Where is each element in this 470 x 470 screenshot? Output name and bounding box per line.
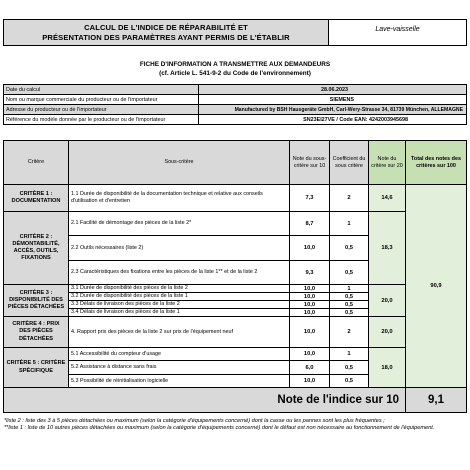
sub-criterion-note-9: 10,0 [289, 316, 330, 348]
sub-criterion-coefficient-5: 1 [329, 284, 369, 293]
sub-criterion-note-8: 10,0 [289, 308, 330, 317]
sub-criterion-12: 5.3 Possibilité de réinitialisation logicielle [68, 374, 290, 388]
header-sous-critere: Sous-critère [68, 140, 290, 185]
sub-criterion-coefficient-8: 0,5 [329, 308, 369, 317]
sub-criterion-note-3: 10,0 [289, 235, 330, 261]
sub-criterion-note-10: 10,0 [289, 347, 330, 361]
fiche-heading [0, 60, 470, 78]
criterion-5: CRITÈRE 5 : CRITÈRE SPÉCIFIQUE [3, 347, 69, 388]
document-title [3, 19, 329, 46]
header-coefficient: Coefficient du sous critère [329, 140, 369, 185]
sub-criterion-coefficient-10: 1 [329, 347, 369, 361]
criterion-4: CRITÈRE 4 : PRIX DES PIÈCES DÉTACHÉES [3, 316, 69, 348]
fiche-line2: (cf. Article L. 541-9-2 du Code de l'environnement) [159, 70, 311, 77]
note20-criterion-5: 18,0 [368, 347, 406, 388]
note20-criterion-4: 20,0 [368, 316, 406, 348]
total-sur-100: 90,9 [405, 184, 467, 388]
document-title-line1: CALCUL DE L'INDICE DE RÉPARABILITÉ ET [84, 22, 248, 32]
sub-criterion-coefficient-7: 0,5 [329, 300, 369, 309]
note20-criterion-1: 14,6 [368, 184, 406, 212]
header-note-critere: Note du critère sur 20 [368, 140, 406, 185]
info-label-brand: Nom ou marque commerciale du producteur ou de l'importateur [3, 94, 199, 105]
header-note-sous-critere: Note du sous-critère sur 10 [289, 140, 330, 185]
sub-criterion-11: 5.2 Assistance à distance sans frais [68, 360, 290, 375]
sub-criterion-2: 2.1 Facilité de démontage des pièces de la liste 2* [68, 211, 290, 236]
info-value-reference: SN23EI27VE / Code EAN: 4242003945698 [198, 114, 467, 125]
sub-criterion-coefficient-6: 0,5 [329, 292, 369, 301]
info-value-brand: SIEMENS [198, 94, 467, 105]
sub-criterion-note-11: 6,0 [289, 360, 330, 375]
footnote-liste-1: **liste 1 : liste de 10 autres pièces détachées ou maximum (selon la catégorie d'équipements concerné) dont le défaut est non nécessaire au fonctionnement de l'équipement. [4, 425, 435, 432]
info-label-reference: Référence du modèle donnée par le producteur ou de l'importateur [3, 114, 199, 125]
header-total: Total des notes des critères sur 100 [405, 140, 467, 185]
sub-criterion-3: 2.2 Outils nécessaires (liste 2) [68, 235, 290, 261]
note-indice-value: 9,1 [405, 387, 467, 413]
sub-criterion-note-4: 9,3 [289, 260, 330, 285]
note20-criterion-3: 20,0 [368, 284, 406, 317]
sub-criterion-7: 3.3 Délais de livraison des pièces de la liste 2 [68, 300, 290, 309]
fiche-line1: FICHE D'INFORMATION A TRANSMETTRE AUX DEMANDEURS [139, 61, 331, 68]
sub-criterion-note-5: 10,0 [289, 284, 330, 293]
product-type: Lave-vaisselle [328, 19, 467, 46]
sub-criterion-6: 3.2 Durée de disponibilité des pièces de la liste 1 [68, 292, 290, 301]
sub-criterion-note-6: 10,0 [289, 292, 330, 301]
sub-criterion-coefficient-11: 0,5 [329, 360, 369, 375]
info-label-date: Date du calcul [3, 84, 199, 95]
criterion-1: CRITÈRE 1 : DOCUMENTATION [3, 184, 69, 212]
info-label-address: Adresse du producteur ou de l'importateur [3, 104, 199, 115]
note20-criterion-2: 18,3 [368, 211, 406, 285]
sub-criterion-8: 3.4 Délais de livraison des pièces de la liste 1 [68, 308, 290, 317]
sub-criterion-note-12: 10,0 [289, 374, 330, 388]
sub-criterion-coefficient-12: 0,5 [329, 374, 369, 388]
info-value-date: 28.06.2023 [198, 84, 467, 95]
sub-criterion-note-2: 8,7 [289, 211, 330, 236]
footnotes [4, 418, 466, 433]
sub-criterion-10: 5.1 Accessibilité du compteur d'usage [68, 347, 290, 361]
footnote-liste-2: *liste 2 : liste des 3 à 5 pièces détachées ou maximum (selon la catégorie d'équipements concerné) dont la casse ou les pannes sont les plus fréquentes ; [4, 418, 385, 424]
criterion-2: CRITÈRE 2 : DÉMONTABILITÉ, ACCÈS, OUTILS, FIXATIONS [3, 211, 69, 285]
document-title-line2: PRÉSENTATION DES PARAMÈTRES AYANT PERMIS DE L'ÉTABLIR [42, 32, 290, 42]
criterion-3: CRITÈRE 3 : DISPONIBILITÉ DES PIÈCES DÉTACHÉES [3, 284, 69, 317]
header-critere: Critère [3, 140, 69, 185]
info-value-address: Manufactured by BSH Hausgeräte GmbH, Carl-Wery-Strasse 34, 81739 München, ALLEMAGNE [198, 104, 467, 115]
sub-criterion-note-7: 10,0 [289, 300, 330, 309]
sub-criterion-9: 4. Rapport prix des pièces de la liste 2 sur prix de l'équipement neuf [68, 316, 290, 348]
sub-criterion-5: 3.1 Durée de disponibilité des pièces de la liste 2 [68, 284, 290, 293]
sub-criterion-1: 1.1 Durée de disponibilité de la documentation technique et relative aux conseils d'utilisation et d'entretien [68, 184, 290, 212]
sub-criterion-4: 2.3 Caractéristiques des fixations entre les pièces de la liste 1** et de la liste 2 [68, 260, 290, 285]
note-indice-label: Note de l'indice sur 10 [3, 387, 406, 413]
sub-criterion-coefficient-1: 2 [329, 184, 369, 212]
sub-criterion-note-1: 7,3 [289, 184, 330, 212]
sub-criterion-coefficient-9: 2 [329, 316, 369, 348]
sub-criterion-coefficient-2: 1 [329, 211, 369, 236]
sub-criterion-coefficient-4: 0,5 [329, 260, 369, 285]
sub-criterion-coefficient-3: 0,5 [329, 235, 369, 261]
